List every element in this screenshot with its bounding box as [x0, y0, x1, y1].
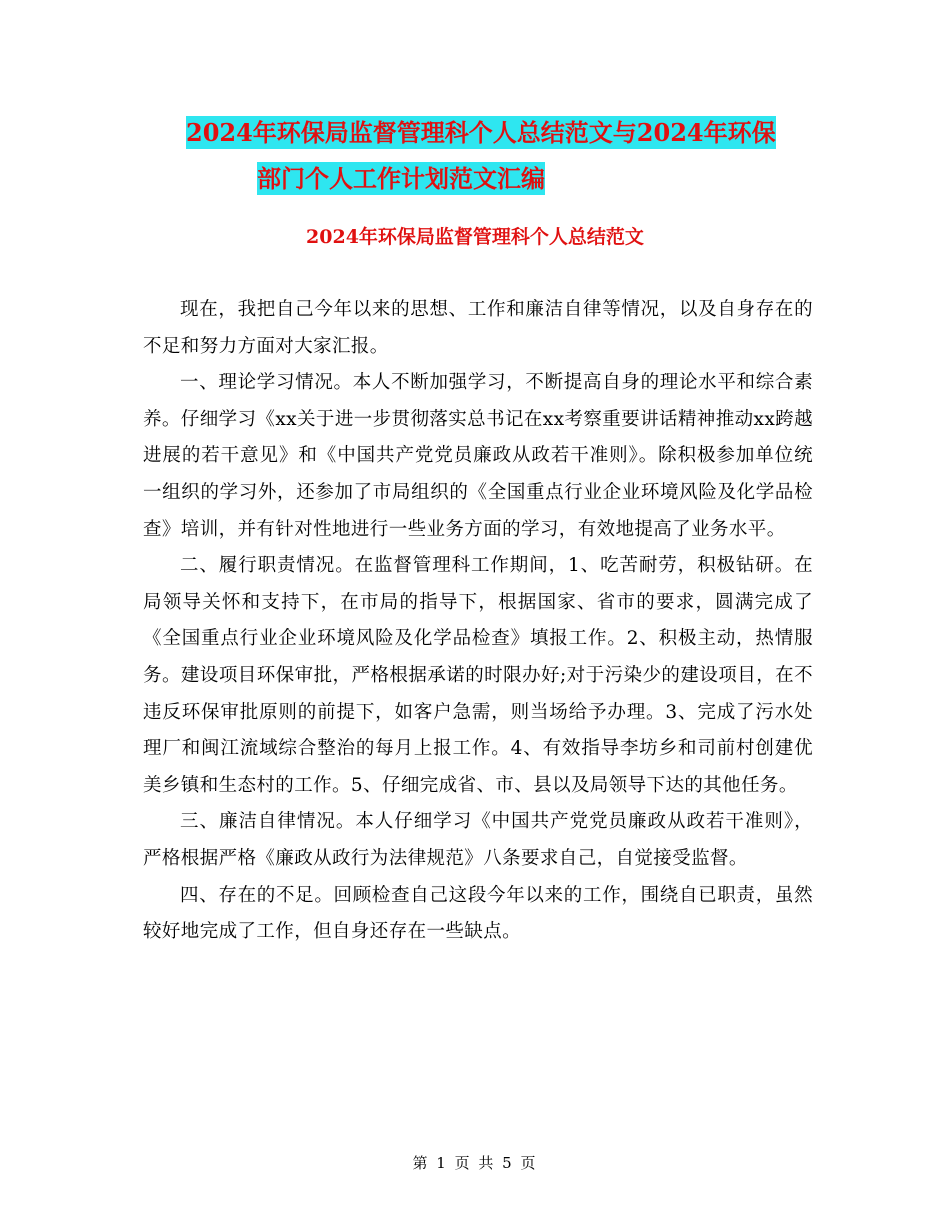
section-heading: 2024年环保局监督管理科个人总结范文	[306, 226, 644, 248]
paragraph-duties: 二、履行职责情况。在监督管理科工作期间，1、吃苦耐劳，积极钻研。在局领导关怀和支持下，在市局的指导下，根据国家、省市的要求，圆满完成了《全国重点行业企业环境风险及化学品检查》填报工作。2、积极主动，热情服务。建设项目环保审批，严格根据承诺的时限办好;对于污染少的建设项目，在不违反环保审批原则的前提下，如客户急需，则当场给予办理。3、完成了污水处理厂和闽江流域综合整治的每月上报工作。4、有效指导李坊乡和司前村创建优美乡镇和生态村的工作。5、仔细完成省、市、县以及局领导下达的其他任务。	[143, 555, 813, 796]
document-body	[143, 292, 813, 951]
paragraph-theory-study: 一、理论学习情况。本人不断加强学习，不断提高自身的理论水平和综合素养。仔细学习《xx关于进一步贯彻落实总书记在xx考察重要讲话精神推动xx跨越进展的若干意见》和《中国共产党党员廉政从政若干准则》。除积极参加单位统一组织的学习外，还参加了市局组织的《全国重点行业企业环境风险及化学品检查》培训，并有针对性地进行一些业务方面的学习，有效地提高了业务水平。	[143, 372, 813, 540]
paragraph-integrity: 三、廉洁自律情况。本人仔细学习《中国共产党党员廉政从政若干准则》，严格根据严格《廉政从政行为法律规范》八条要求自己，自觉接受监督。	[143, 811, 813, 869]
page-number-footer: 第 1 页 共 5 页	[412, 1154, 538, 1172]
title-line-1: 2024年环保局监督管理科个人总结范文与2024年环保	[186, 118, 776, 147]
document-title	[140, 110, 830, 202]
title-line-2: 部门个人工作计划范文汇编	[257, 164, 545, 193]
paragraph-intro: 现在，我把自己今年以来的思想、工作和廉洁自律等情况，以及自身存在的不足和努力方面对大家汇报。	[143, 299, 813, 357]
paragraph-shortcomings: 四、存在的不足。回顾检查自己这段今年以来的工作，围绕自已职责，虽然较好地完成了工作，但自身还存在一些缺点。	[143, 884, 813, 943]
